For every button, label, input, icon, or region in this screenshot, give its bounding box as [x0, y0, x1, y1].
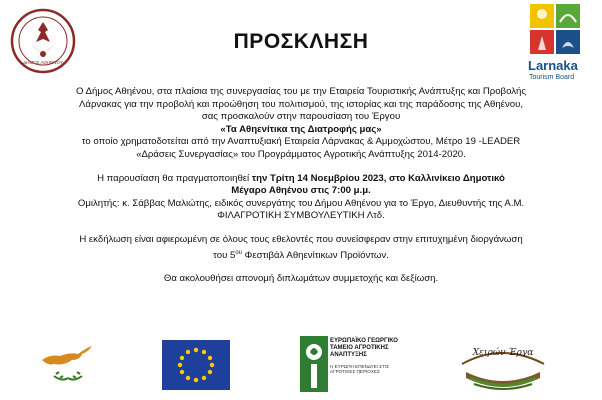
leader-line: ΕΥΡΩΠΑΪΚΟ ΓΕΩΡΓΙΚΟ — [330, 338, 398, 344]
speaker-company: ΦΙΛΑΓΡΟΤΙΚΗ ΣΥΜΒΟΥΛΕΥΤΙΚΗ Λτδ. — [217, 210, 385, 222]
body-line: «Δράσεις Συνεργασίας» του Προγράμματος Αγροτικής Ανάπτυξης 2014-2020. — [136, 148, 466, 160]
closing-line: Θα ακολουθήσει απονομή διπλωμάτων συμμετοχής και δεξίωση. — [163, 273, 439, 285]
leader-line: ΑΝΑΠΤΥΞΗΣ — [330, 352, 367, 358]
event-venue-time: Μέγαρο Αθηένου στις 7:00 μ.μ. — [231, 185, 371, 197]
leader-small-line: Η ΕΥΡΩΠΗ ΕΠΕΝΔΥΕΙ ΣΤΙΣ — [330, 364, 390, 369]
cheiron-erga-icon — [458, 334, 548, 396]
leader-subtitle — [330, 364, 389, 375]
cyprus-flag-logo — [28, 338, 108, 390]
larnaka-logo-icon — [530, 4, 580, 54]
larnaka-logo-name: Larnaka — [528, 58, 578, 73]
cheiron-erga-name: Χειρών Έργα — [472, 348, 534, 358]
leader-icon — [300, 336, 328, 392]
invitation-body — [6, 86, 596, 286]
dedication-line: Η εκδήλωση είναι αφιερωμένη σε όλους τους εθελοντές που συνείσφεραν στην επιτυχημένη διοργάνωση — [79, 233, 523, 245]
leader-title — [330, 338, 398, 359]
sponsor-logos — [0, 334, 602, 396]
larnaka-tourism-board-logo — [528, 4, 588, 88]
larnaka-logo-sub: Tourism Board — [529, 74, 575, 81]
event-lead: Η παρουσίαση θα πραγματοποιηθεί — [97, 172, 252, 184]
body-line: το οποίο χρηματοδοτείται από την Αναπτυξιακή Εταιρεία Λάρνακας & Αμμοχώστου, Μέτρο 19 -LEADER — [81, 136, 521, 148]
body-line: Ο Δήμος Αθηένου, στα πλαίσια της συνεργασίας του με την Εταιρεία Τουριστικής Ανάπτυξης και Προβολής — [76, 86, 526, 97]
seal-text: ΔΗΜΟΣ ΑΘΗΕΝΟΥ — [23, 60, 63, 65]
festival-name: Φεστιβάλ Αθηενίτικων Προϊόντων. — [242, 249, 389, 261]
leader-line: ΤΑΜΕΙΟ ΑΓΡΟΤΙΚΗΣ — [330, 345, 389, 351]
dedication-line — [6, 247, 596, 263]
body-line: σας προσκαλούν στην παρουσίαση του Έργου — [201, 111, 401, 123]
event-line — [6, 173, 596, 186]
body-line: Λάρνακας για την προβολή και προώθηση του πολιτισμού, της ιστορίας και της παράδοσης της Αθηένου, — [79, 98, 523, 110]
speaker-line: Ομιλητής: κ. Σάββας Μαλιώτης, ειδικός συνεργάτης του Δήμου Αθηένου για το Έργο, Διευθυντής της Α.Μ. — [77, 197, 525, 209]
event-date-venue: την Τρίτη 14 Νοεμβρίου 2023, στο Καλλινίκειο Δημοτικό — [251, 172, 505, 184]
cheiron-erga-logo — [458, 334, 548, 396]
festival-ordinal: ου — [235, 249, 242, 256]
festival-number: του 5 — [213, 249, 236, 261]
page-title: ΠΡΟΣΚΛΗΣΗ — [233, 30, 369, 53]
eu-flag-logo — [162, 334, 230, 396]
leader-small-line: ΑΓΡΟΤΙΚΕΣ ΠΕΡΙΟΧΕΣ — [330, 369, 380, 375]
project-title: «Τα Αθηενίτικα της Διατροφής μας» — [220, 123, 382, 135]
leader-eafrd-logo — [300, 334, 430, 396]
